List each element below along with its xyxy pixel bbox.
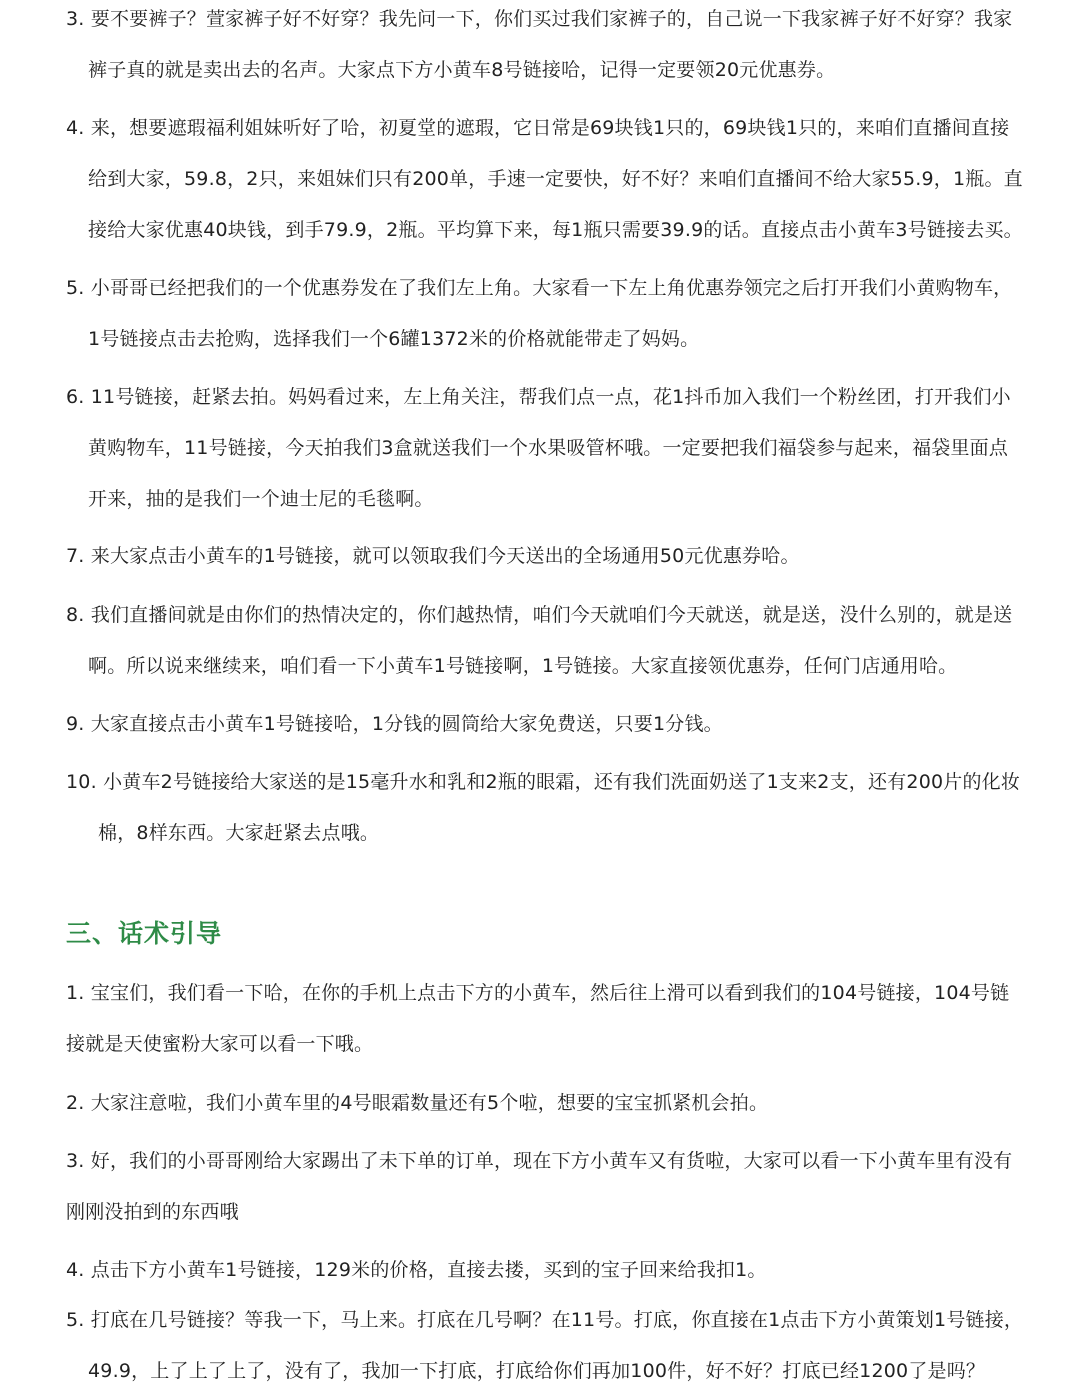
list-item-number: 1. bbox=[66, 982, 85, 1004]
list-item-text: 49.9，上了上了上了，没有了，我加一下打底，打底给你们再加100件，好不好？打底已经1200了是吗？ bbox=[88, 1360, 986, 1382]
list-item-text: 点击下方小黄车1号链接，129米的价格，直接去搂，买到的宝子回来给我扣1。 bbox=[84, 1259, 767, 1281]
list-item bbox=[66, 103, 1023, 256]
list-item-text: 11号链接，赶紧去拍。妈妈看过来，左上角关注，帮我们点一点，花1抖币加入我们一个粉丝团，打开我们小 bbox=[84, 386, 1011, 408]
list-item-text: 来，想要遮瑕福利姐妹听好了哈，初夏堂的遮瑕，它日常是69块钱1只的，69块钱1只的，来咱们直播间直接 bbox=[84, 117, 1010, 139]
list-item-text: 刚刚没拍到的东西哦 bbox=[66, 1201, 239, 1223]
list-item-text: 开来，抽的是我们一个迪士尼的毛毯啊。 bbox=[88, 488, 434, 510]
list-item-text: 接给大家优惠40块钱，到手79.9，2瓶。平均算下来，每1瓶只需要39.9的话。直接点击小黄车3号链接去买。 bbox=[88, 219, 1023, 241]
list-item bbox=[66, 968, 1016, 1070]
list-item bbox=[66, 1078, 1016, 1129]
list-item-number: 5. bbox=[66, 277, 85, 299]
list-item-text: 小黄车2号链接给大家送的是15毫升水和乳和2瓶的眼霜，还有我们洗面奶送了1支来2支，还有200片的化妆 bbox=[96, 771, 1021, 793]
list-item-number: 7. bbox=[66, 545, 85, 567]
list-item-number: 2. bbox=[66, 1092, 85, 1114]
list-item-text: 打底在几号链接？等我一下，马上来。打底在几号啊？在11号。打底，你直接在1点击下方小黄策划1号链接， bbox=[84, 1309, 1024, 1331]
list-item-text: 接就是天使蜜粉大家可以看一下哦。 bbox=[66, 1033, 374, 1055]
list-item-line bbox=[66, 1078, 1016, 1129]
list-item-number: 10. bbox=[66, 771, 97, 793]
list-item bbox=[66, 372, 1016, 525]
list-item-number: 3. bbox=[66, 8, 85, 30]
list-item-number: 5. bbox=[66, 1309, 85, 1331]
list-item bbox=[66, 590, 1016, 692]
list-item bbox=[66, 1136, 1016, 1238]
list-item-number: 9. bbox=[66, 713, 85, 735]
list-item-text: 1号链接点击去抢购，选择我们一个6罐1372米的价格就能带走了妈妈。 bbox=[88, 328, 700, 350]
list-item-number: 3. bbox=[66, 1150, 85, 1172]
list-item-line bbox=[66, 263, 1016, 314]
list-item-number: 8. bbox=[66, 604, 85, 626]
list-item-line bbox=[66, 699, 1016, 750]
list-item-text: 大家直接点击小黄车1号链接哈，1分钱的圆筒给大家免费送，只要1分钱。 bbox=[84, 713, 723, 735]
list-item-line bbox=[66, 757, 1021, 808]
list-item bbox=[66, 757, 1021, 859]
list-item-line bbox=[66, 1245, 1016, 1296]
list-item-text: 我们直播间就是由你们的热情决定的，你们越热情，咱们今天就咱们今天就送，就是送，没什么别的，就是送 bbox=[84, 604, 1013, 626]
list-item-number: 6. bbox=[66, 386, 85, 408]
list-item-text: 裤子真的就是卖出去的名声。大家点下方小黄车8号链接哈，记得一定要领20元优惠券。 bbox=[88, 59, 836, 81]
list-item bbox=[66, 699, 1016, 750]
list-item-line bbox=[66, 372, 1016, 423]
list-item-text: 小哥哥已经把我们的一个优惠券发在了我们左上角。大家看一下左上角优惠券领完之后打开我们小黄购物车， bbox=[84, 277, 1013, 299]
list-item bbox=[66, 1245, 1016, 1296]
list-item-number: 4. bbox=[66, 1259, 85, 1281]
list-item-text: 好，我们的小哥哥刚给大家踢出了未下单的订单，现在下方小黄车又有货啦，大家可以看一下小黄车里有没有 bbox=[84, 1150, 1013, 1172]
list-item-text: 黄购物车，11号链接，今天拍我们3盒就送我们一个水果吸管杯哦。一定要把我们福袋参与起来，福袋里面点 bbox=[88, 437, 1009, 459]
section-heading: 三、话术引导 bbox=[66, 919, 223, 948]
list-item-text: 大家注意啦，我们小黄车里的4号眼霜数量还有5个啦，想要的宝宝抓紧机会拍。 bbox=[84, 1092, 769, 1114]
list-item bbox=[66, 1295, 1024, 1397]
list-item-text: 给到大家，59.8，2只，来姐妹们只有200单，手速一定要快，好不好？来咱们直播间不给大家55.9，1瓶。直 bbox=[88, 168, 1023, 190]
list-item-text: 棉，8样东西。大家赶紧去点哦。 bbox=[98, 822, 380, 844]
list-item-number: 4. bbox=[66, 117, 85, 139]
list-item-line bbox=[66, 968, 1016, 1019]
list-item bbox=[66, 0, 1016, 96]
list-item-line bbox=[66, 1295, 1024, 1346]
list-item-text: 宝宝们，我们看一下哈，在你的手机上点击下方的小黄车，然后往上滑可以看到我们的104号链接，104号链 bbox=[84, 982, 1010, 1004]
list-item bbox=[66, 263, 1016, 365]
list-item-line bbox=[66, 0, 1016, 45]
list-item-text: 来大家点击小黄车的1号链接，就可以领取我们今天送出的全场通用50元优惠券哈。 bbox=[84, 545, 800, 567]
list-item-line bbox=[66, 590, 1016, 641]
list-item-line bbox=[66, 531, 1016, 582]
list-item-line bbox=[66, 1136, 1016, 1187]
list-item-line bbox=[66, 103, 1016, 154]
list-item-text: 要不要裤子？萱家裤子好不好穿？我先问一下，你们买过我们家裤子的，自己说一下我家裤子好不好穿？我家 bbox=[84, 8, 1013, 30]
list-item-text: 啊。所以说来继续来，咱们看一下小黄车1号链接啊，1号链接。大家直接领优惠券，任何门店通用哈。 bbox=[88, 655, 958, 677]
list-item bbox=[66, 531, 1016, 582]
